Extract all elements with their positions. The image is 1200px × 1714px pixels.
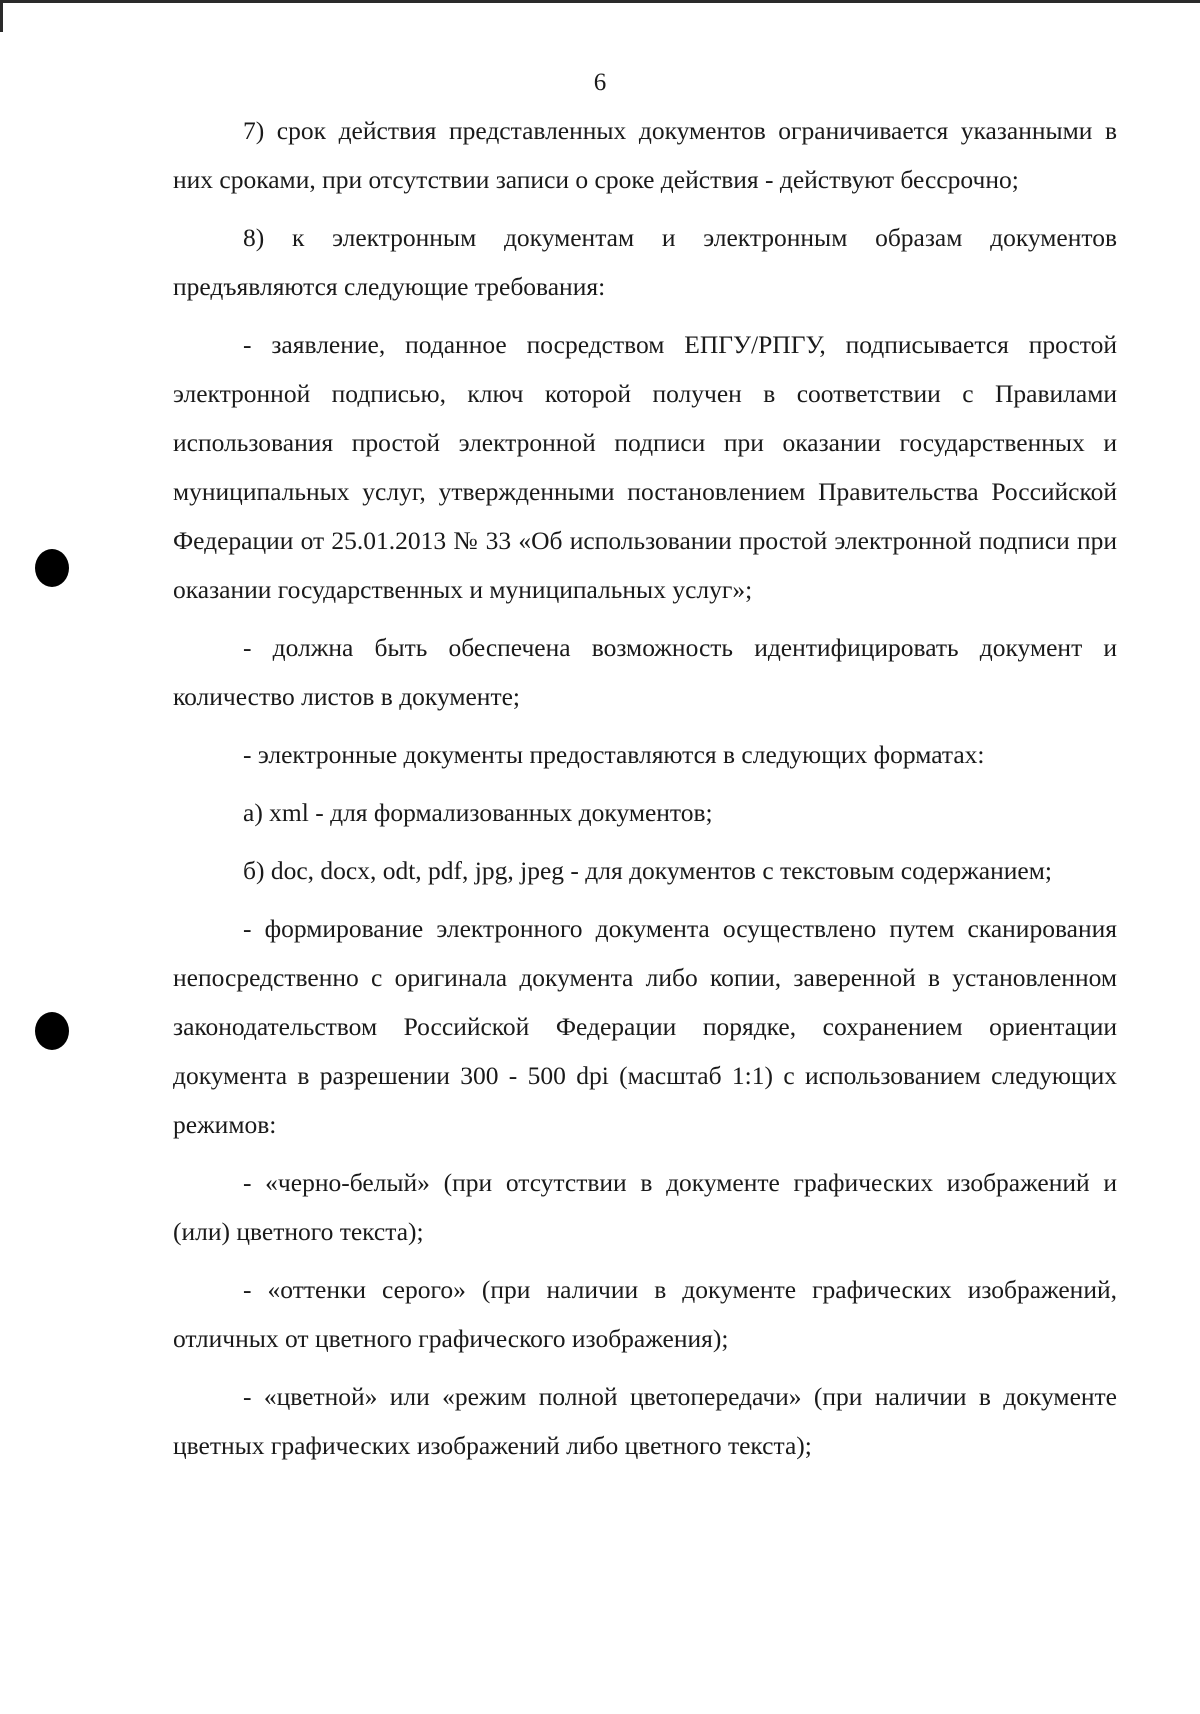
scan-left-edge: [0, 0, 3, 32]
document-body: [173, 106, 1117, 1470]
paragraph-scanning: - формирование электронного документа осуществлено путем сканирования непосредственно с оригинала документа либо копии, заверенной в установленном законодательством Российской Федерации порядке, сохранением ориентации документа в разрешении 300 - 500 dpi (масштаб 1:1) с использованием следующих режимов:: [173, 914, 1117, 1139]
paragraph-format-xml: а) xml - для формализованных документов;: [243, 798, 713, 827]
paragraph-identification: - должна быть обеспечена возможность идентифицировать документ и количество листов в документе;: [173, 633, 1117, 711]
paragraph-electronic-requirements: 8) к электронным документам и электронным образам документов предъявляются следующие требования:: [173, 223, 1117, 301]
paragraph-format-text: б) doc, docx, odt, pdf, jpg, jpeg - для документов с текстовым содержанием;: [243, 856, 1052, 885]
scan-top-border: [0, 0, 1200, 3]
paragraph-mode-color: - «цветной» или «режим полной цветопередачи» (при наличии в документе цветных графических изображений либо цветного текста);: [173, 1382, 1117, 1460]
paragraph-simple-signature: - заявление, поданное посредством ЕПГУ/РПГУ, подписывается простой электронной подписью, ключ которой получен в соответствии с Правилами использования простой электронной подписи при оказании государственных и муниципальных услуг, утвержденными постановлением Правительства Российской Федерации от 25.01.2013 № 33 «Об использовании простой электронной подписи при оказании государственных и муниципальных услуг»;: [173, 330, 1117, 604]
punch-hole-mark: [35, 549, 69, 587]
paragraph-validity-period: 7) срок действия представленных документов ограничивается указанными в них сроками, при отсутствии записи о сроке действия - действуют бессрочно;: [173, 116, 1117, 194]
paragraph-formats-intro: - электронные документы предоставляются в следующих форматах:: [243, 740, 985, 769]
page-number: 6: [593, 69, 607, 96]
punch-hole-mark: [35, 1012, 69, 1050]
paragraph-mode-bw: - «черно-белый» (при отсутствии в документе графических изображений и (или) цветного текста);: [173, 1168, 1117, 1246]
paragraph-mode-grayscale: - «оттенки серого» (при наличии в документе графических изображений, отличных от цветного графического изображения);: [173, 1275, 1117, 1353]
